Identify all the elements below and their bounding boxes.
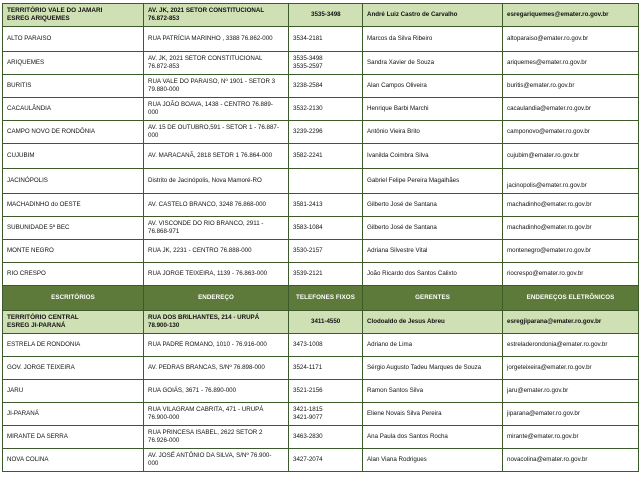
office-manager: Ivanilda Coimbra Silva (363, 144, 503, 169)
regional-office-name: TERRITÓRIO VALE DO JAMARI ESREG ARIQUEMES (3, 4, 144, 27)
office-name: ESTRELA DE RONDONIA (3, 334, 144, 357)
table-row (3, 169, 639, 194)
office-phone: 3581-2413 (289, 194, 363, 217)
column-header-telefones: TELEFONES FIXOS (289, 286, 363, 311)
regional-office-email[interactable]: esregjiparana@emater.ro.gov.br (503, 311, 639, 334)
office-phone (289, 169, 363, 194)
office-phone: 3239-2296 (289, 121, 363, 144)
office-manager: Eliene Novais Silva Pereira (363, 403, 503, 426)
office-address: RUA VILAGRAM CABRITA, 471 - URUPÁ 76.900-000 (144, 403, 289, 426)
office-email[interactable]: montenegro@emater.ro.gov.br (503, 240, 639, 263)
office-email[interactable]: camponovo@emater.ro.gov.br (503, 121, 639, 144)
table-row (3, 144, 639, 169)
office-manager: Alan Viana Rodrigues (363, 449, 503, 472)
office-name: CAMPO NOVO DE RONDÔNIA (3, 121, 144, 144)
column-header-row (3, 286, 639, 311)
office-email[interactable]: jiparana@emater.ro.gov.br (503, 403, 639, 426)
office-address: RUA PATRÍCIA MARINHO , 3388 76.862-000 (144, 27, 289, 52)
office-manager: Alan Campos Oliveira (363, 75, 503, 98)
office-email[interactable]: novacolina@emater.ro.gov.br (503, 449, 639, 472)
office-email[interactable]: machadinho@emater.ro.gov.br (503, 217, 639, 240)
table-row (3, 52, 639, 75)
regional-office-manager: André Luiz Castro de Carvalho (363, 4, 503, 27)
office-name: JARU (3, 380, 144, 403)
office-manager: Adriano de Lima (363, 334, 503, 357)
regional-office-name: TERRITÓRIO CENTRAL ESREG JI-PARANÁ (3, 311, 144, 334)
table-row (3, 240, 639, 263)
office-email[interactable]: riocrespo@emater.ro.gov.br (503, 263, 639, 286)
office-manager: Antônio Vieira Brito (363, 121, 503, 144)
office-phone: 3427-2074 (289, 449, 363, 472)
regional-office-email[interactable]: esregariquemes@emater.ro.gov.br (503, 4, 639, 27)
table-row (3, 449, 639, 472)
regional-office-phone: 3535-3498 (289, 4, 363, 27)
office-manager: Gilberto José de Santana (363, 194, 503, 217)
office-email[interactable]: cacaulandia@emater.ro.gov.br (503, 98, 639, 121)
office-address: AV. MARACANÃ, 2818 SETOR 1 76.864-000 (144, 144, 289, 169)
table-row (3, 27, 639, 52)
office-address: AV. 15 DE OUTUBRO,591 - SETOR 1 - 76.887- 000 (144, 121, 289, 144)
office-name: MONTE NEGRO (3, 240, 144, 263)
table-row (3, 121, 639, 144)
regional-office-phone: 3411-4550 (289, 311, 363, 334)
office-name: JACINÓPOLIS (3, 169, 144, 194)
office-email[interactable]: machadinho@emater.ro.gov.br (503, 194, 639, 217)
office-phone: 3530-2157 (289, 240, 363, 263)
office-email[interactable]: altoparaiso@emater.ro.gov.br (503, 27, 639, 52)
table-row (3, 334, 639, 357)
regional-office-address: AV. JK, 2021 SETOR CONSTITUCIONAL 76.872-853 (144, 4, 289, 27)
table-row (3, 217, 639, 240)
office-address: RUA GOIÁS, 3671 - 76.890-000 (144, 380, 289, 403)
office-name: ARIQUEMES (3, 52, 144, 75)
office-email[interactable]: ariquemes@emater.ro.gov.br (503, 52, 639, 75)
office-manager: Sandra Xavier de Souza (363, 52, 503, 75)
office-address: AV. CASTELO BRANCO, 3248 76.868-000 (144, 194, 289, 217)
office-address: RUA PADRE ROMANO, 1010 - 76.916-000 (144, 334, 289, 357)
office-email[interactable]: jaru@emater.ro.gov.br (503, 380, 639, 403)
office-name: RIO CRESPO (3, 263, 144, 286)
office-address: RUA JK, 2231 - CENTRO 76.888-000 (144, 240, 289, 263)
column-header-enderecos-eletronicos: ENDEREÇOS ELETRÔNICOS (503, 286, 639, 311)
office-address: AV. PEDRAS BRANCAS, S/Nº 76.898-000 (144, 357, 289, 380)
office-address: AV. JK, 2021 SETOR CONSTITUCIONAL 76.872-853 (144, 52, 289, 75)
regional-office-row-central (3, 311, 639, 334)
office-phone: 3521-2156 (289, 380, 363, 403)
office-email[interactable]: mirante@emater.ro.gov.br (503, 426, 639, 449)
office-name: CUJUBIM (3, 144, 144, 169)
office-address: RUA JORGE TEIXEIRA, 1139 - 76.863-000 (144, 263, 289, 286)
office-name: SUBUNIDADE 5ª BEC (3, 217, 144, 240)
office-name: GOV. JORGE TEIXEIRA (3, 357, 144, 380)
office-name: ALTO PARAISO (3, 27, 144, 52)
office-address: RUA PRINCESA ISABEL, 2622 SETOR 2 76.926-000 (144, 426, 289, 449)
office-manager: Marcos da Silva Ribeiro (363, 27, 503, 52)
office-manager: Ramon Santos Silva (363, 380, 503, 403)
table-row (3, 403, 639, 426)
office-phone: 3539-2121 (289, 263, 363, 286)
office-name: MIRANTE DA SERRA (3, 426, 144, 449)
regional-office-row-jamari (3, 4, 639, 27)
office-manager: Gilberto José de Santana (363, 217, 503, 240)
table-row (3, 263, 639, 286)
table-row (3, 75, 639, 98)
office-name: NOVA COLINA (3, 449, 144, 472)
regional-office-address: RUA DOS BRILHANTES, 214 - URUPÁ 78.900-130 (144, 311, 289, 334)
office-manager: João Ricardo dos Santos Calixto (363, 263, 503, 286)
office-phone: 3238-2584 (289, 75, 363, 98)
office-phone: 3582-2241 (289, 144, 363, 169)
office-email[interactable]: estreladerondonia@emater.ro.gov.br (503, 334, 639, 357)
office-name: MACHADINHO do OESTE (3, 194, 144, 217)
table-row (3, 194, 639, 217)
office-phone: 3535-3498 3535-2597 (289, 52, 363, 75)
table-row (3, 426, 639, 449)
office-address: RUA JOÃO BOAVA, 1438 - CENTRO 76.889- 000 (144, 98, 289, 121)
office-phone: 3463-2830 (289, 426, 363, 449)
office-email[interactable]: jacinopolis@emater.ro.gov.br (503, 169, 639, 194)
table-row (3, 380, 639, 403)
office-phone: 3473-1008 (289, 334, 363, 357)
office-phone: 3532-2130 (289, 98, 363, 121)
regional-office-manager: Clodoaldo de Jesus Abreu (363, 311, 503, 334)
office-address: RUA VALE DO PARAISO, Nº 1901 - SETOR 3 79.880-000 (144, 75, 289, 98)
office-email[interactable]: jorgeteixeira@emater.ro.gov.br (503, 357, 639, 380)
office-name: BURITIS (3, 75, 144, 98)
office-manager: Gabriel Felipe Pereira Magalhães (363, 169, 503, 194)
office-manager: Sérgio Augusto Tadeu Marques de Souza (363, 357, 503, 380)
office-name: CACAULÂNDIA (3, 98, 144, 121)
office-manager: Ana Paula dos Santos Rocha (363, 426, 503, 449)
office-address: AV. JOSÉ ANTÔNIO DA SILVA, S/Nº 76.900- 000 (144, 449, 289, 472)
office-phone: 3534-2181 (289, 27, 363, 52)
office-email[interactable]: cujubim@emater.ro.gov.br (503, 144, 639, 169)
table-row (3, 357, 639, 380)
table-row (3, 98, 639, 121)
office-phone: 3421-1815 3421-9077 (289, 403, 363, 426)
column-header-escritorios: ESCRITÓRIOS (3, 286, 144, 311)
office-phone: 3583-1084 (289, 217, 363, 240)
office-address: Distrito de Jacinópolis, Nova Mamoré-RO (144, 169, 289, 194)
office-manager: Adriana Silvestre Vital (363, 240, 503, 263)
column-header-endereco: ENDEREÇO (144, 286, 289, 311)
office-name: JI-PARANÁ (3, 403, 144, 426)
office-address: AV. VISCONDE DO RIO BRANCO, 2911 - 76.868-971 (144, 217, 289, 240)
office-email[interactable]: buritis@emater.ro.gov.br (503, 75, 639, 98)
offices-table (2, 3, 639, 472)
column-header-gerentes: GERENTES (363, 286, 503, 311)
office-phone: 3524-1171 (289, 357, 363, 380)
office-manager: Henrique Barbi Marchi (363, 98, 503, 121)
